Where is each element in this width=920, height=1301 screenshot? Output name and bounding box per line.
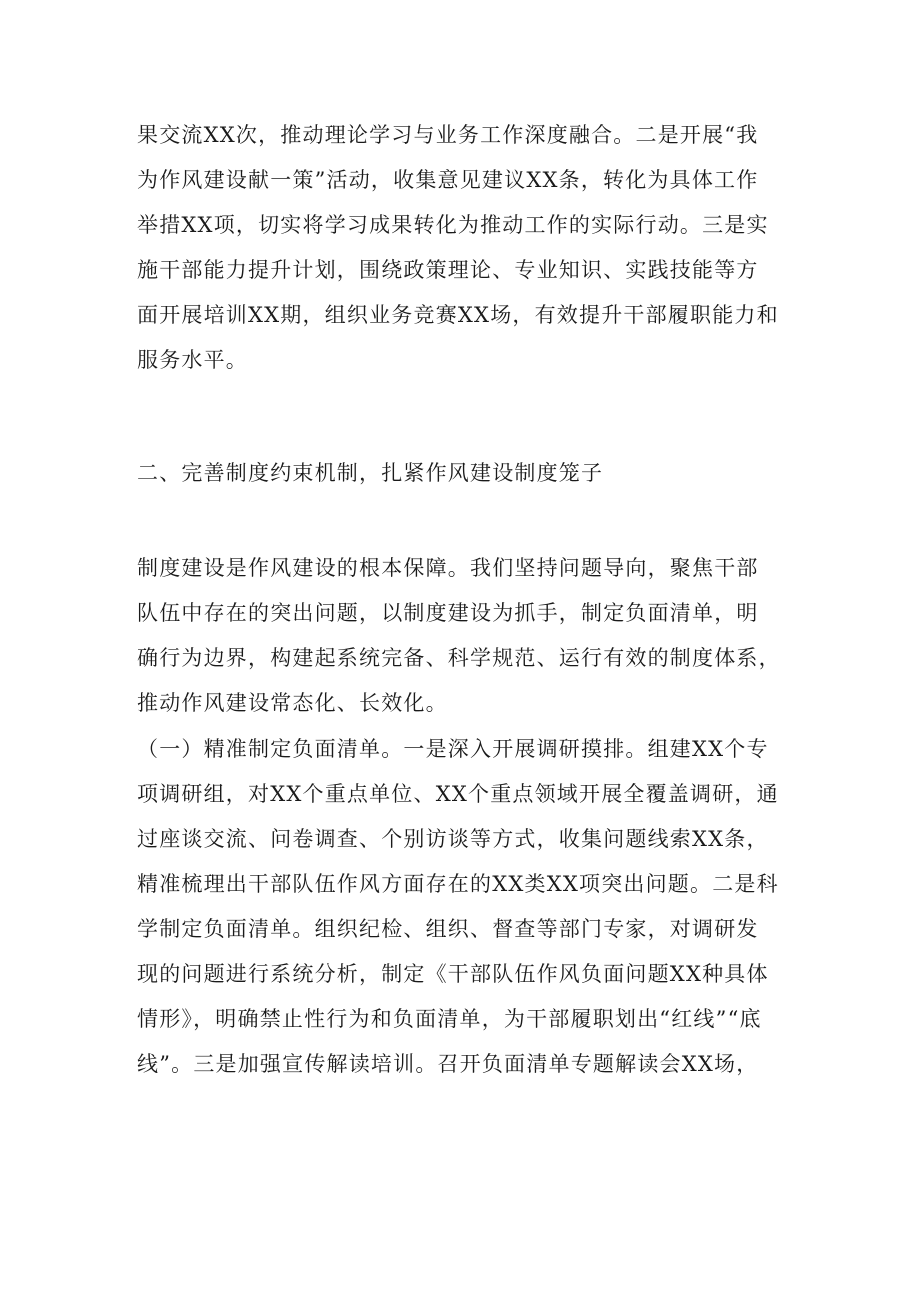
text-line: 精准梳理出干部队伍作风方面存在的XX类XX项突出问题。二是科 <box>137 872 779 896</box>
text-line: （一）精准制定负面清单。一是深入开展调研摸排。组建XX个专 <box>137 737 769 761</box>
text-line: 推动作风建设常态化、长效化。 <box>137 691 448 715</box>
section-heading-text: 二、完善制度约束机制，扎紧作风建设制度笼子 <box>137 461 604 485</box>
text-line: 果交流XX次，推动理论学习与业务工作深度融合。二是开展“我 <box>137 123 759 147</box>
text-line: 面开展培训XX期，组织业务竞赛XX场，有效提升干部履职能力和 <box>137 303 779 327</box>
text-line: 举措XX项，切实将学习成果转化为推动工作的实际行动。三是实 <box>137 213 769 237</box>
text-line: 现的问题进行系统分析，制定《干部队伍作风负面问题XX种具体 <box>137 962 769 986</box>
text-line: 确行为边界，构建起系统完备、科学规范、运行有效的制度体系， <box>137 646 781 670</box>
paragraph-3 <box>137 727 787 1087</box>
text-line: 队伍中存在的突出问题，以制度建设为抓手，制定负面清单，明 <box>137 601 759 625</box>
text-line: 项调研组，对XX个重点单位、XX个重点领域开展全覆盖调研，通 <box>137 782 779 806</box>
paragraph-1 <box>137 113 787 383</box>
text-line: 情形》，明确禁止性行为和负面清单，为干部履职划出“红线”“底 <box>137 1007 762 1031</box>
text-line: 过座谈交流、问卷调查、个别访谈等方式，收集问题线索XX条， <box>137 827 769 851</box>
text-line: 服务水平。 <box>137 348 248 372</box>
text-line: 线”。三是加强宣传解读培训。召开负面清单专题解读会XX场， <box>137 1052 759 1076</box>
paragraph-2 <box>137 546 787 726</box>
text-line: 为作风建设献一策”活动，收集意见建议XX条，转化为具体工作 <box>137 168 759 192</box>
text-line: 学制定负面清单。组织纪检、组织、督查等部门专家，对调研发 <box>137 917 759 941</box>
text-line: 制度建设是作风建设的根本保障。我们坚持问题导向，聚焦干部 <box>137 556 759 580</box>
text-line: 施干部能力提升计划，围绕政策理论、专业知识、实践技能等方 <box>137 258 759 282</box>
section-heading <box>137 451 787 496</box>
